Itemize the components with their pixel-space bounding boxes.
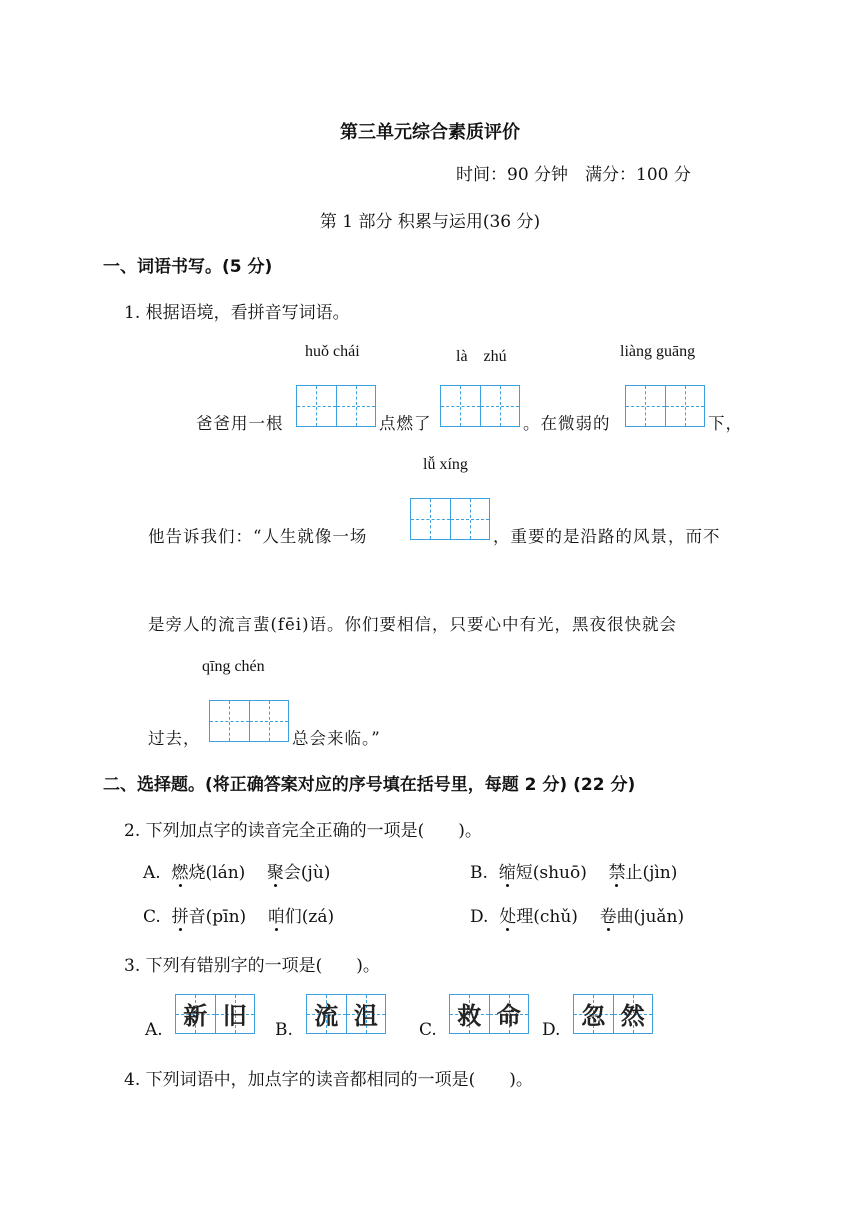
dotted-char: 处 [499, 902, 516, 927]
grid-char: 流 [314, 1000, 339, 1030]
answer-grid-lvxing[interactable] [410, 498, 490, 540]
sentence-text: 下， [708, 414, 743, 433]
option-word: 烧(lán) [188, 863, 246, 883]
option-word: 音(pīn) [188, 907, 247, 927]
q3-option-b-grid [306, 994, 386, 1034]
q3-option-b-label[interactable]: B. [275, 1020, 293, 1040]
sentence-text: 总会来临。” [292, 729, 381, 748]
dotted-char: 燃 [172, 858, 189, 883]
grid-char: 命 [496, 1000, 521, 1030]
section1-heading: 一、词语书写。(5 分) [103, 257, 273, 277]
answer-grid-huochai[interactable] [296, 385, 376, 427]
option-word: 们(zá) [284, 907, 335, 927]
grid-char: 沮 [353, 1000, 378, 1030]
grid-char: 忽 [581, 1000, 606, 1030]
sentence-text: ，重要的是沿路的风景，而不 [493, 527, 721, 546]
sentence-text: 他告诉我们：“人生就像一场 [148, 527, 368, 546]
option-label: C. [143, 907, 161, 927]
pinyin-lazhu: là zhú [456, 348, 507, 365]
q3-option-c-label[interactable]: C. [419, 1020, 437, 1040]
question-4-stem: 4. 下列词语中，加点字的读音都相同的一项是( )。 [124, 1070, 533, 1090]
dotted-char: 禁 [608, 858, 625, 883]
option-word: 曲(juǎn) [616, 907, 685, 927]
sentence-text: 过去， [148, 729, 201, 748]
question-3-stem: 3. 下列有错别字的一项是( )。 [124, 956, 380, 976]
answer-grid-liangguang[interactable] [625, 385, 705, 427]
grid-char: 然 [620, 1000, 645, 1030]
page-title: 第三单元综合素质评价 [340, 122, 520, 143]
dotted-char: 卷 [600, 902, 617, 927]
question-2-stem: 2. 下列加点字的读音完全正确的一项是( )。 [124, 821, 482, 841]
section2-heading: 二、选择题。(将正确答案对应的序号填在括号里，每题 2 分) (22 分) [103, 775, 636, 795]
pinyin-huochai: huǒ chái [305, 343, 360, 360]
pinyin-qingchen: qīng chén [202, 658, 265, 675]
answer-grid-qingchen[interactable] [209, 700, 289, 742]
option-word: 短(shuō) [515, 863, 587, 883]
dotted-char: 缩 [499, 858, 516, 883]
option-word: 止(jìn) [625, 863, 678, 883]
grid-char: 救 [457, 1000, 482, 1030]
q2-option-d[interactable] [470, 902, 684, 927]
option-word: 理(chǔ) [516, 907, 578, 927]
q3-option-c-grid [449, 994, 529, 1034]
q3-option-d-label[interactable]: D. [542, 1020, 561, 1040]
option-label: B. [470, 863, 488, 883]
q3-option-d-grid [573, 994, 653, 1034]
option-label: D. [470, 907, 489, 927]
pinyin-liangguang: liàng guāng [620, 343, 696, 360]
option-word: 会(jù) [283, 863, 331, 883]
q2-option-a[interactable] [143, 858, 330, 883]
grid-char: 新 [183, 1000, 208, 1030]
q2-option-c[interactable] [143, 902, 334, 927]
option-label: A. [143, 863, 161, 883]
part-heading: 第 1 部分 积累与运用(36 分) [319, 212, 541, 232]
grid-char: 旧 [222, 1000, 247, 1030]
q2-option-b[interactable] [470, 858, 677, 883]
sentence-text: 爸爸用一根 [196, 414, 284, 433]
exam-meta: 时间：90 分钟 满分：100 分 [456, 165, 691, 185]
dotted-char: 拼 [172, 902, 189, 927]
sentence-text: 是旁人的流言蜚(fēi)语。你们要相信，只要心中有光，黑夜很快就会 [148, 615, 678, 634]
pinyin-lvxing: lǚ xíng [423, 456, 468, 473]
q3-option-a-grid [175, 994, 255, 1034]
q3-option-a-label[interactable]: A. [145, 1020, 163, 1040]
answer-grid-lazhu[interactable] [440, 385, 520, 427]
dotted-char: 聚 [267, 858, 284, 883]
sentence-text: 。在微弱的 [523, 414, 611, 433]
sentence-text: 点燃了 [379, 414, 432, 433]
dotted-char: 咱 [268, 902, 285, 927]
question-1-stem: 1. 根据语境，看拼音写词语。 [124, 303, 350, 323]
